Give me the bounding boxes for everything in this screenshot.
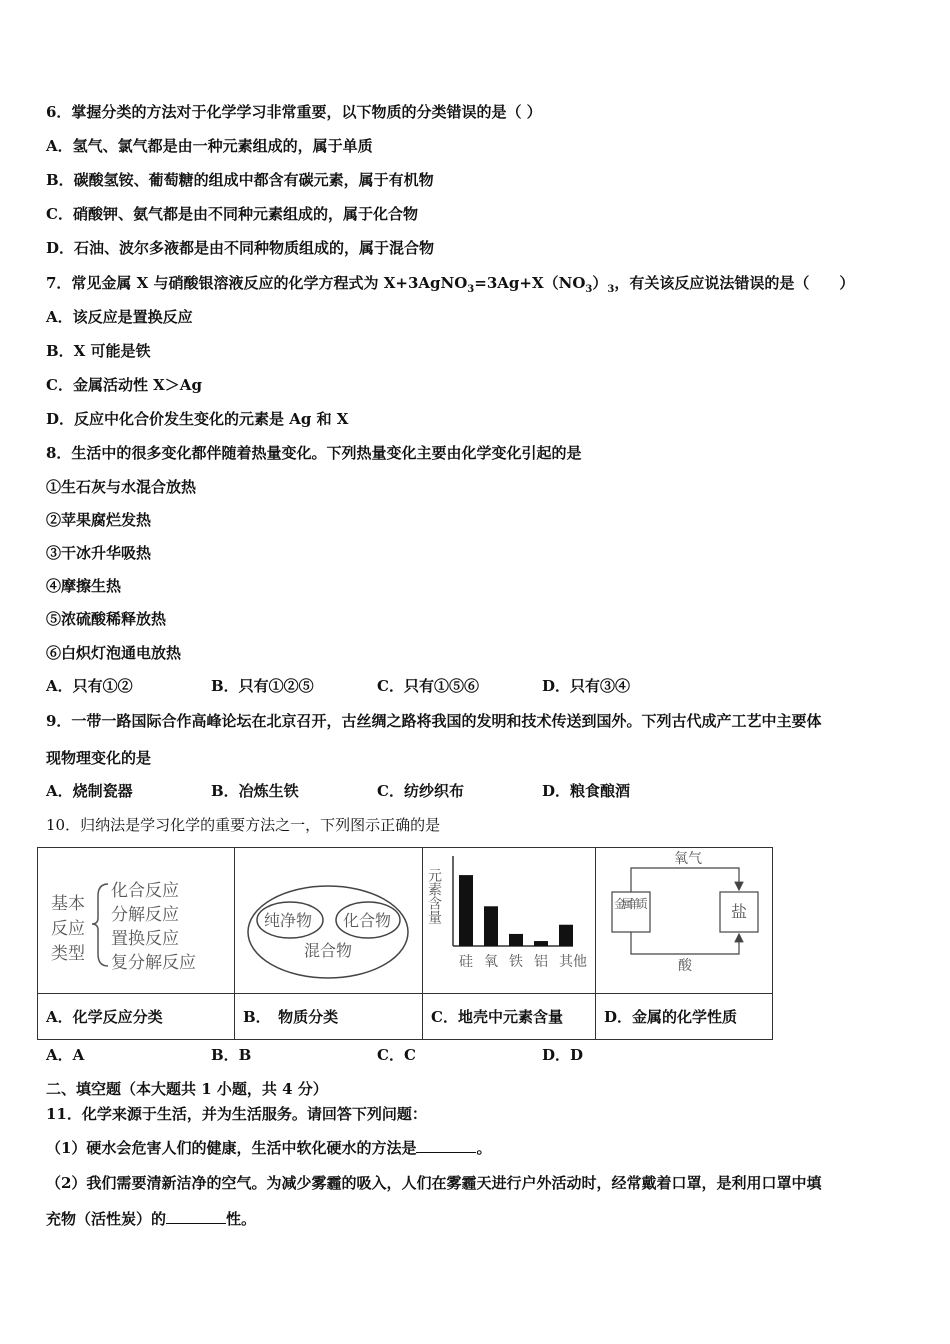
q8-option-a: A．只有①② <box>46 677 133 695</box>
q7-stem-part: 7．常见金属 X 与硝酸银溶液反应的化学方程式为 X+3AgNO <box>46 274 468 292</box>
substance-classification-diagram <box>235 848 422 993</box>
answer-blank-1[interactable] <box>416 1138 476 1153</box>
q8-item: ⑤浓硫酸稀释放热 <box>46 610 167 628</box>
fig-a-cell <box>38 848 235 993</box>
q10-option-a: A．A <box>46 1046 85 1064</box>
fig-a-left-label: 类型 <box>51 944 85 964</box>
fig-a-right-label: 化合反应 <box>111 881 179 901</box>
section-title: 二、填空题（本大题共 1 小题，共 4 分） <box>46 1080 328 1098</box>
q10-option-c: C．C <box>377 1046 416 1064</box>
fig-b-outer: 混合物 <box>304 941 353 960</box>
fig-d-top: 氧气 <box>674 851 702 867</box>
q10-option-d: D．D <box>542 1046 584 1064</box>
q8-option-b: B．只有①②⑤ <box>211 677 314 695</box>
q9-stem-line1: 9．一带一路国际合作高峰论坛在北京召开，古丝绸之路将我国的发明和技术传送到国外。下列古代成产工艺中主要体 <box>46 712 822 730</box>
q6-stem: 6．掌握分类的方法对于化学学习非常重要，以下物质的分类错误的是（ ） <box>46 103 542 121</box>
acid-arrow <box>631 932 739 954</box>
q11-part2-line1: （2）我们需要清新洁净的空气。为减少雾霾的吸入，人们在雾霾天进行户外活动时，经常戴着口罩，是利用口罩中填 <box>46 1174 822 1192</box>
fig-d-left-text: 金属单质 <box>614 897 648 911</box>
q7-stem-part: ，有关该反应说法错误的是（ ） <box>614 274 855 292</box>
q7-option-d: D．反应中化合价发生变化的元素是 Ag 和 X <box>46 410 349 428</box>
fig-a-caption: A．化学反应分类 <box>38 993 235 1040</box>
fig-d-bottom: 酸 <box>678 958 692 974</box>
q8-item: ⑥白炽灯泡通电放热 <box>46 644 182 662</box>
fig-a-left-label: 反应 <box>51 919 85 939</box>
q7-subscript: 3 <box>467 284 475 295</box>
fig-d-right: 盐 <box>731 902 748 921</box>
q8-stem: 8．生活中的很多变化都伴随着热量变化。下列热量变化主要由化学变化引起的是 <box>46 444 582 462</box>
q7-stem-part: ） <box>592 274 608 292</box>
chart-ylabel: 元素含量 <box>426 868 442 924</box>
fig-b-inner2: 化合物 <box>343 911 392 930</box>
fig-a-right-label: 置换反应 <box>111 929 179 949</box>
fig-b-caption: B． 物质分类 <box>235 993 423 1040</box>
q9-option-a: A．烧制瓷器 <box>46 782 133 800</box>
metal-properties-diagram <box>596 848 773 993</box>
fig-d-left <box>614 896 648 911</box>
q11-stem: 11．化学来源于生活，并为生活服务。请回答下列问题： <box>46 1105 427 1123</box>
outer-ellipse <box>248 886 408 978</box>
q11-part2-line2 <box>46 1209 256 1229</box>
fig-c-cell <box>423 848 596 993</box>
q6-option-c: C．硝酸钾、氨气都是由不同种元素组成的，属于化合物 <box>46 205 418 223</box>
q8-item: ③干冰升华吸热 <box>46 544 152 562</box>
fig-b-inner1: 纯净物 <box>264 911 313 930</box>
fig-d-caption: D．金属的化学性质 <box>596 993 773 1040</box>
q7-option-c: C．金属活动性 X＞Ag <box>46 376 202 394</box>
q7-option-a: A．该反应是置换反应 <box>46 308 193 326</box>
answer-blank-2[interactable] <box>166 1209 226 1224</box>
q6-option-d: D．石油、波尔多液都是由不同种物质组成的，属于混合物 <box>46 239 435 257</box>
q11-part1 <box>46 1138 491 1158</box>
crust-element-chart <box>423 848 595 993</box>
chart-bar <box>559 925 573 946</box>
chart-tick-label: 氧 <box>484 954 498 970</box>
q8-item: ④摩擦生热 <box>46 577 122 595</box>
q6-option-a: A．氢气、氯气都是由一种元素组成的，属于单质 <box>46 137 373 155</box>
q10-stem: 10．归纳法是学习化学的重要方法之一，下列图示正确的是 <box>46 816 441 834</box>
reaction-type-diagram <box>38 848 234 993</box>
q8-option-c: C．只有①⑤⑥ <box>377 677 479 695</box>
q7-subscript: 3 <box>607 284 615 295</box>
brace-icon <box>92 884 108 966</box>
oxygen-arrow <box>631 868 739 892</box>
chart-bar <box>534 941 548 946</box>
q11-part1-text: （1）硬水会危害人们的健康，生活中软化硬水的方法是 <box>46 1139 417 1157</box>
q10-option-b: B．B <box>211 1046 252 1064</box>
q11-part1-end: 。 <box>476 1139 492 1157</box>
fig-a-right-label: 分解反应 <box>111 905 179 925</box>
q7-stem-part: =3Ag+X（NO <box>474 274 586 292</box>
q7-option-b: B．X 可能是铁 <box>46 342 151 360</box>
q11-part2-text: 充物（活性炭）的 <box>46 1210 167 1228</box>
q9-option-d: D．粮食酿酒 <box>542 782 631 800</box>
chart-tick-label: 硅 <box>459 954 473 970</box>
q9-stem-line2: 现物理变化的是 <box>46 749 152 767</box>
fig-b-cell <box>235 848 423 993</box>
fig-d-cell <box>596 848 774 993</box>
q7-subscript: 3 <box>585 284 593 295</box>
fig-a-right-label: 复分解反应 <box>111 953 196 973</box>
q6-option-b: B．碳酸氢铵、葡萄糖的组成中都含有碳元素，属于有机物 <box>46 171 434 189</box>
q8-item: ②苹果腐烂发热 <box>46 511 152 529</box>
chart-bar <box>459 875 473 946</box>
q10-figure-table <box>37 847 773 1040</box>
q8-option-d: D．只有③④ <box>542 677 631 695</box>
q9-option-c: C．纺纱织布 <box>377 782 464 800</box>
q11-part2-end: 性。 <box>226 1210 257 1228</box>
chart-tick-label: 铁 <box>509 954 523 970</box>
fig-c-caption: C．地壳中元素含量 <box>423 993 596 1040</box>
q7-stem <box>46 273 854 300</box>
q9-option-b: B．冶炼生铁 <box>211 782 299 800</box>
chart-tick-label: 铝 <box>534 954 548 970</box>
chart-bar <box>509 934 523 946</box>
chart-tick-label: 其他 <box>559 954 587 970</box>
q8-item: ①生石灰与水混合放热 <box>46 478 197 496</box>
fig-a-left-label: 基本 <box>51 894 85 914</box>
chart-bar <box>484 906 498 946</box>
